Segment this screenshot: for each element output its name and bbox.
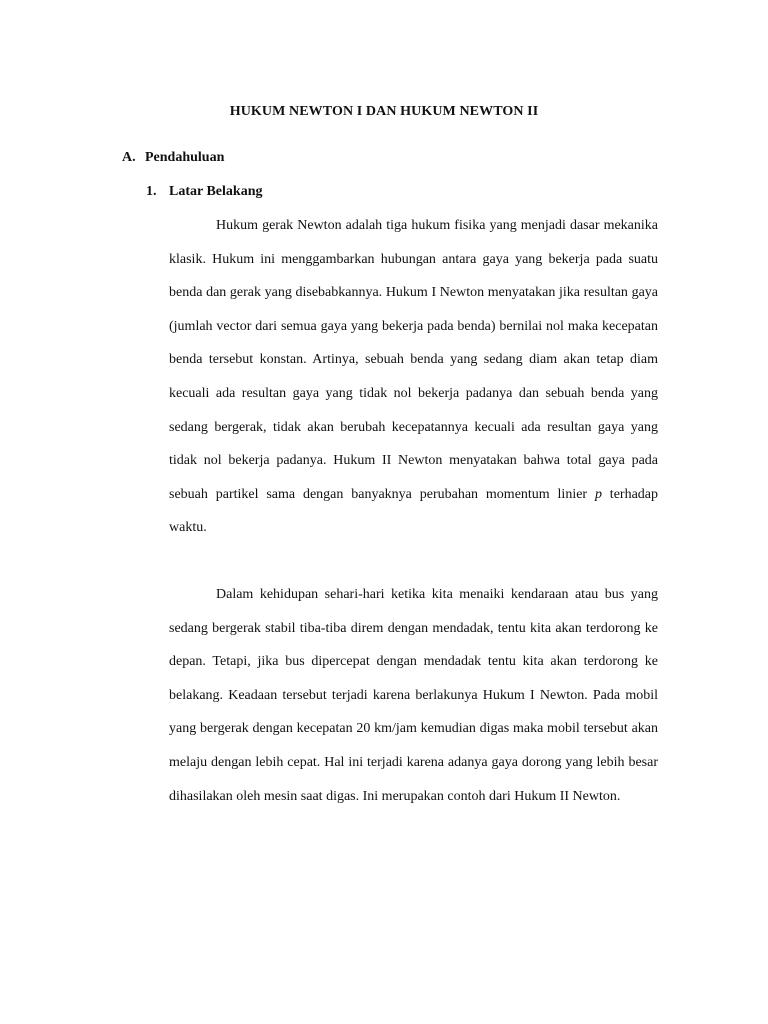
document-title: HUKUM NEWTON I DAN HUKUM NEWTON II <box>229 104 539 119</box>
section-heading-text: Pendahuluan <box>145 150 225 165</box>
section-heading <box>122 150 224 166</box>
subsection-heading <box>146 184 262 200</box>
subsection-heading-text: Latar Belakang <box>169 184 263 199</box>
paragraph-latar-belakang-2: Dalam kehidupan sehari-hari ketika kita menaiki kendaraan atau bus yang sedang bergerak stabil tiba-tiba direm dengan mendadak, tentu kita akan terdorong ke depan. Tetapi, jika bus dipercepat dengan mendadak tentu kita akan terdorong ke belakang. Keadaan tersebut terjadi karena berlakunya Hukum I Newton. Pada mobil yang bergerak dengan kecepatan 20 km/jam kemudian digas maka mobil tersebut akan melaju dengan lebih cepat. Hal ini terjadi karena adanya gaya dorong yang lebih besar dihasilakan oleh mesin saat digas. Ini merupakan contoh dari Hukum II Newton. <box>169 587 658 804</box>
paragraph-1-text-part-1: Hukum gerak Newton adalah tiga hukum fisika yang menjadi dasar mekanika klasik. Hukum ini menggambarkan hubungan antara gaya yang bekerja pada suatu benda dan gerak yang disebabkannya. Hukum I Newton menyatakan jika resultan gaya (jumlah vector dari semua gaya yang bekerja pada benda) bernilai nol maka kecepatan benda tersebut konstan. Artinya, sebuah benda yang sedang diam akan tetap diam kecuali ada resultan gaya yang tidak nol bekerja padanya dan sebuah benda yang sedang bergerak, tidak akan berubah kecepatannya kecuali ada resultan gaya yang tidak nol bekerja padanya. Hukum II Newton menyatakan bahwa total gaya pada sebuah partikel sama dengan banyaknya perubahan momentum linier <box>169 218 658 502</box>
subsection-marker: 1. <box>146 184 157 199</box>
paragraph-1-text-part-2: terhadap waktu. <box>169 486 659 536</box>
section-marker: A. <box>122 150 136 165</box>
paragraph-latar-belakang-1 <box>169 209 658 545</box>
momentum-symbol: p <box>594 486 602 502</box>
